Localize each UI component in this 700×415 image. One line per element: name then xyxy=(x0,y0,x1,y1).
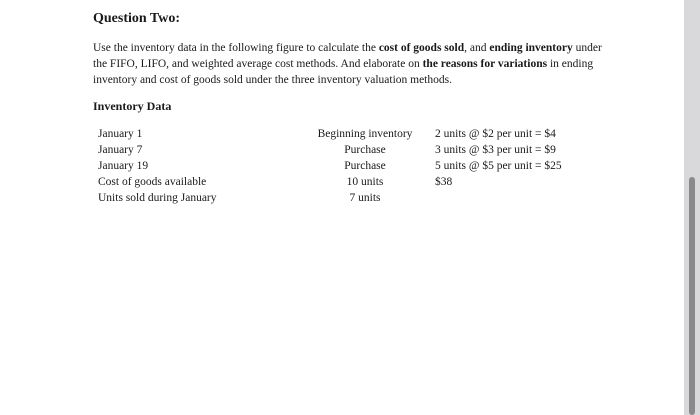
row-type: Purchase xyxy=(344,160,386,172)
row-label: Units sold during January xyxy=(98,192,217,204)
row-detail: 2 units @ $2 per unit = $4 xyxy=(435,128,556,140)
instructions-text-2: , and xyxy=(464,42,490,54)
row-label: January 7 xyxy=(98,144,143,156)
instructions-text-1: Use the inventory data in the following figure to calculate the xyxy=(93,42,379,54)
inventory-types-column xyxy=(307,126,423,206)
row-type: 10 units xyxy=(346,176,384,188)
row-label: January 19 xyxy=(98,160,149,172)
instructions-bold-2: ending inventory xyxy=(489,42,573,54)
row-label: Cost of goods available xyxy=(98,176,207,188)
row-detail: 5 units @ $5 per unit = $25 xyxy=(435,160,562,172)
instructions-text-4: in ending inventory and cost of goods sold under the three inventory valuation methods. xyxy=(93,58,594,86)
inventory-details-column xyxy=(435,126,562,190)
row-type: Beginning inventory xyxy=(317,128,413,140)
instructions-paragraph xyxy=(93,40,618,88)
row-type: 7 units xyxy=(349,192,381,204)
scrollbar[interactable] xyxy=(689,177,695,415)
instructions-text-3: under the FIFO, LIFO, and weighted average cost methods. And elaborate on xyxy=(93,42,602,70)
row-label: January 1 xyxy=(98,128,143,140)
inventory-labels-column xyxy=(98,126,217,206)
instructions-bold-1: cost of goods sold xyxy=(378,42,465,54)
row-type: Purchase xyxy=(344,144,386,156)
row-detail: 3 units @ $3 per unit = $9 xyxy=(435,144,556,156)
row-detail: $38 xyxy=(435,176,453,188)
inventory-data-heading: Inventory Data xyxy=(93,99,172,113)
instructions-bold-3: the reasons for variations xyxy=(422,58,548,70)
question-title: Question Two: xyxy=(93,11,180,26)
